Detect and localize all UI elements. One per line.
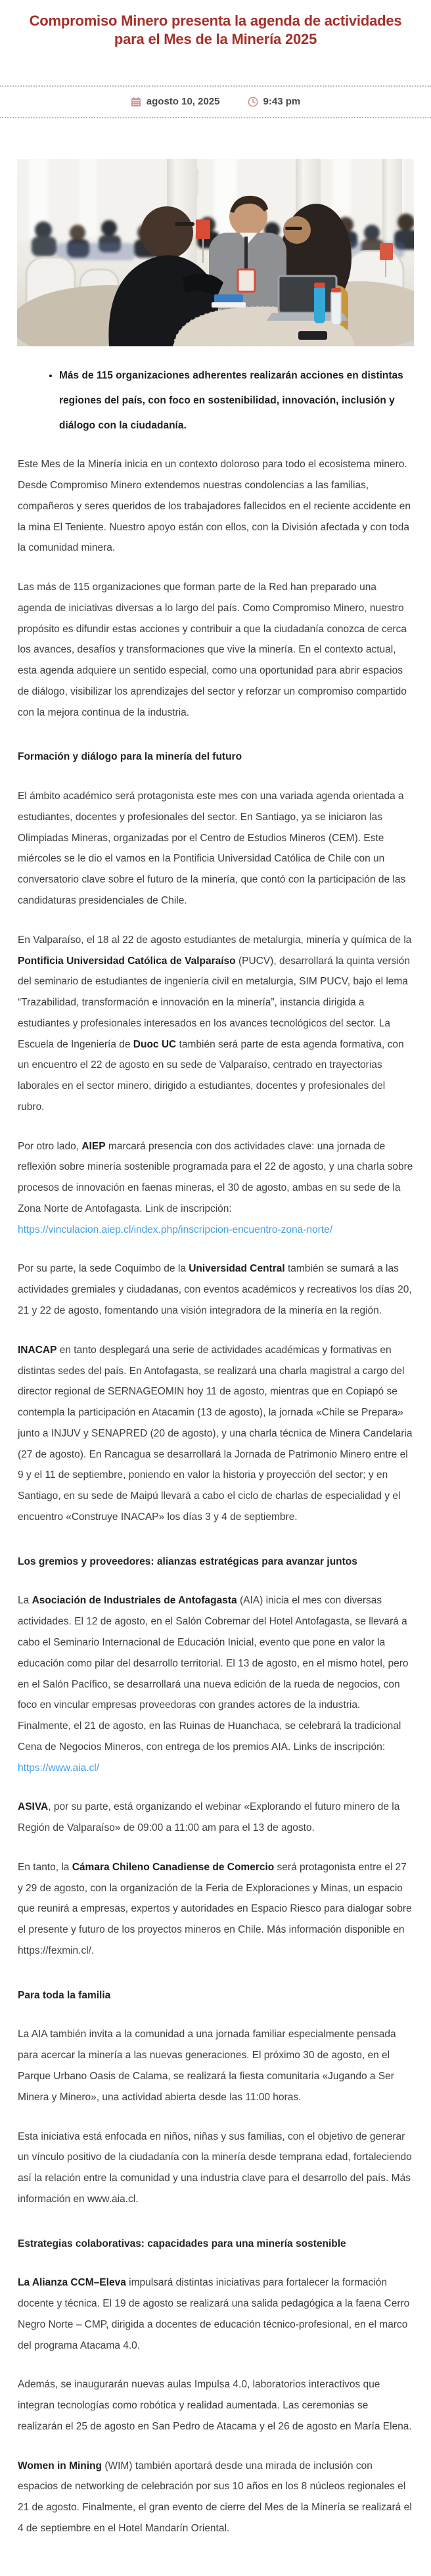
body-text: en tanto desplegará una serie de actividades académicas y formativas en distintas sedes del país. En Antofagasta, se realizará una charla magistral a cargo del director regional de SERNAGEOMIN hoy 11 de agosto, mientras que en Copiapó se contempla la participación en Atacamin (13 de agosto), la jornada «Chile se Prepara» junto a INJUV y SENAPRED (20 de agosto), y una charla técnica de Minera Candelaria (27 de agosto). En Rancagua se desarrollará la Jornada de Patrimonio Minero entre el 9 y el 11 de septiembre, poniendo en valor la historia y proyección del sector; y en Santiago, en su sede de Maipú llevará a cabo el ciclo de charlas de especialidad y el encuentro «Construye INACAP» los días 3 y 4 de septiembre. xyxy=(18,1344,413,1523)
article-body xyxy=(18,363,413,2575)
paragraph xyxy=(18,786,413,911)
bold-text: Women in Mining xyxy=(18,2460,102,2472)
paragraph xyxy=(18,2127,413,2210)
paragraph xyxy=(18,1340,413,1528)
body-text: Las más de 115 organizaciones que forman parte de la Red han preparado una agenda de iniciativas diversas a lo largo del país. Como Compromiso Minero, nuestro propósito es difundir estas acciones y contribuir a que la ciudadanía conozca de cerca los avances, desafíos y transformaciones que vive la minería. En el contexto actual, esta agenda adquiere un sentido especial, como una oportunidad para abrir espacios de diálogo, visibilizar los aprendizajes del sector y reforzar un compromiso compartido con la mejora continua de la industria. xyxy=(18,582,407,718)
paragraph xyxy=(18,577,413,723)
body-text: (AIA) inicia el mes con diversas actividades. El 12 de agosto, en el Salón Cobremar del Hotel Antofagasta, se llevará a cabo el Seminario Internacional de Educación Inicial, evento que pone en valor la educación como pilar del desarrollo territorial. El 13 de agosto, en el mismo hotel, pero en el Salón Pacífico, se desarrollará una nueva edición de la rueda de negocios, con foco en vincular empresas proveedoras con grandes actores de la industria. Finalmente, el 21 de agosto, en las Ruinas de Huanchaca, se celebrará la tradicional Cena de Negocios Mineros, con entrega de los premios AIA. Links de inscripción: xyxy=(18,1595,409,1753)
post-meta-bar xyxy=(0,85,431,118)
body-text: Además, se inaugurarán nuevas aulas Impulsa 4.0, laboratorios interactivos que integran tecnologías como robótica y realidad aumentada. Las ceremonias se realizarán el 25 de agosto en San Pedro de Atacama y el 26 de agosto en María Elena. xyxy=(18,2379,412,2432)
section-heading: Los gremios y proveedores: alianzas estratégicas para avanzar juntos xyxy=(18,1555,357,1567)
body-text: también se sumará a las actividades gremiales y ciudadanas, con eventos académicos y recreativos los días 20, 21 y 22 de agosto, fomentando una visión integradora de la minería en la región. xyxy=(18,1263,412,1317)
body-text: La xyxy=(18,1595,32,1607)
bold-text: Cámara Chileno Canadiense de Comercio xyxy=(72,1861,275,1873)
bold-text: Pontificia Universidad Católica de Valparaíso xyxy=(18,955,236,967)
paragraph xyxy=(18,454,413,559)
bold-text: Más de 115 organizaciones adherentes realizarán acciones en distintas regiones del país, con foco en sostenibilidad, innovación, inclusión y diálogo con la ciudadanía. xyxy=(59,370,403,432)
inline-link[interactable]: https://vinculacion.aiep.cl/index.php/inscripcion-encuentro-zona-norte/ xyxy=(18,1224,333,1235)
paragraph xyxy=(18,1797,413,1839)
post-time-label: 9:43 pm xyxy=(263,96,301,108)
page-title: Compromiso Minero presenta la agenda de actividades para el Mes de la Minería 2025 xyxy=(29,12,402,48)
list-item xyxy=(59,363,413,438)
section-heading: Estrategias colaborativas: capacidades para una minería sostenible xyxy=(18,2238,346,2249)
clock-icon xyxy=(248,97,258,107)
bold-text: INACAP xyxy=(18,1344,57,1356)
bold-text: ASIVA xyxy=(18,1801,49,1813)
body-text: La AIA también invita a la comunidad a una jornada familiar especialmente pensada para acercar la minería a las nuevas generaciones. El próximo 30 de agosto, en el Parque Urbano Oasis de Calama, se realizará la fiesta comunitaria «Jugando a Ser Minera y Minero», una actividad abierta desde las 11:00 horas. xyxy=(18,2029,396,2103)
body-text: será protagonista entre el 27 y 29 de agosto, con la organización de la Feria de Exploraciones y Minas, un espacio que reunirá a empresas, expertos y autoridades en Espacio Riesco para dialogar sobre el presente y futuro de los proyectos mineros en Chile. Más información disponible en https://fexmin.cl/. xyxy=(18,1861,412,1956)
paragraph xyxy=(18,2024,413,2107)
paragraph xyxy=(18,2456,413,2539)
inline-link[interactable]: https://www.aia.cl/ xyxy=(18,1762,100,1774)
bold-text: AIEP xyxy=(81,1140,106,1152)
paragraph xyxy=(18,1136,413,1241)
paragraph xyxy=(18,1258,413,1321)
bold-text: Universidad Central xyxy=(189,1263,285,1275)
calendar-icon xyxy=(131,97,141,107)
body-text: Esta iniciativa está enfocada en niños, niñas y sus familias, con el objetivo de generar un vínculo positivo de la ciudadanía con la minería desde temprana edad, fortaleciendo así la relación entre la comunidad y una industria clave para el desarrollo del país. Más información en www.aia.cl. xyxy=(18,2130,412,2205)
body-text: impulsará distintas iniciativas para fortalecer la formación docente y técnica. El 19 de agosto se realizará una salida pedagógica a la faena Cerro Negro Norte – CMP, dirigida a docentes de educación técnico-profesional, en el marco del programa Atacama 4.0. xyxy=(18,2277,410,2351)
body-text: Este Mes de la Minería inicia en un contexto doloroso para todo el ecosistema minero. Desde Compromiso Minero extendemos nuestras condolencias a las familias, compañeros y seres queridos de los trabajadores fallecidos en el reciente accidente en la mina El Teniente. Nuestro apoyo están con ellos, con la División afectada y con toda la comunidad minera. xyxy=(18,459,411,554)
body-text: En Valparaíso, el 18 al 22 de agosto estudiantes de metalurgia, minería y química de la xyxy=(18,934,412,946)
body-text: Por su parte, la sede Coquimbo de la xyxy=(18,1263,189,1275)
paragraph xyxy=(18,1857,413,1962)
paragraph xyxy=(18,930,413,1118)
section-heading: Para toda la familia xyxy=(18,1989,111,2001)
bold-text: La Alianza CCM–Eleva xyxy=(18,2277,126,2289)
paragraph xyxy=(18,1590,413,1778)
body-text: marcará presencia con dos actividades clave: una jornada de reflexión sobre minería sostenible programada para el 22 de agosto, y una charla sobre procesos de innovación en faenas mineras, el 30 de agosto, ambas en su sede de la Zona Norte de Antofagasta. Link de inscripción: xyxy=(18,1140,413,1214)
body-text: , por su parte, está organizando el webinar «Explorando el futuro minero de la Región de Valparaíso» de 09:00 a 11:00 am para el 13 de agosto. xyxy=(18,1801,400,1834)
body-text: El ámbito académico será protagonista este mes con una variada agenda orientada a estudiantes, docentes y profesionales del sector. En Santiago, ya se iniciaron las Olimpiadas Mineras, organizadas por el Centro de Estudios Mineros (CEM). Este miércoles se le dio el vamos en la Pontificia Universidad Católica de Chile con un conversatorio clave sobre el futuro de la minería, que contó con la participación de las candidaturas presidenciales de Chile. xyxy=(18,791,406,906)
summary-bullet-list xyxy=(18,363,413,438)
bold-text: Asociación de Industriales de Antofagasta xyxy=(32,1595,237,1607)
bold-text: Duoc UC xyxy=(133,1038,177,1050)
section-heading: Formación y diálogo para la minería del futuro xyxy=(18,751,242,763)
body-text: (WIM) también aportará desde una mirada de inclusión con espacios de networking de celebración por sus 10 años en los 8 núcleos regionales el 21 de agosto. Finalmente, el gran evento de cierre del Mes de la Minería se realizará el 4 de septiembre en el Hotel Mandarín Oriental. xyxy=(18,2460,412,2534)
paragraph xyxy=(18,2374,413,2437)
post-date xyxy=(131,96,220,107)
body-text: En tanto, la xyxy=(18,1861,72,1873)
post-date-label: agosto 10, 2025 xyxy=(146,96,220,108)
paragraph xyxy=(18,2272,413,2356)
post-time xyxy=(248,96,301,107)
body-text: también será parte de esta agenda formativa, con un encuentro el 22 de agosto en su sede de Valparaíso, centrado en trayectorias laborales en el sector minero, dirigido a estudiantes, docentes y profesionales del rubro. xyxy=(18,1038,404,1113)
body-text: (PUCV), desarrollará la quinta versión del seminario de estudiantes de ingeniería civil en metalurgia, SIM PUCV, bajo el lema “Trazabilidad, transformación e innovación en la minería”, instancia dirigida a estudiantes y profesionales interesados en los avances tecnológicos del sector. La Escuela de Ingeniería de xyxy=(18,955,410,1050)
article-photo xyxy=(17,159,414,346)
body-text: Por otro lado, xyxy=(18,1140,82,1152)
